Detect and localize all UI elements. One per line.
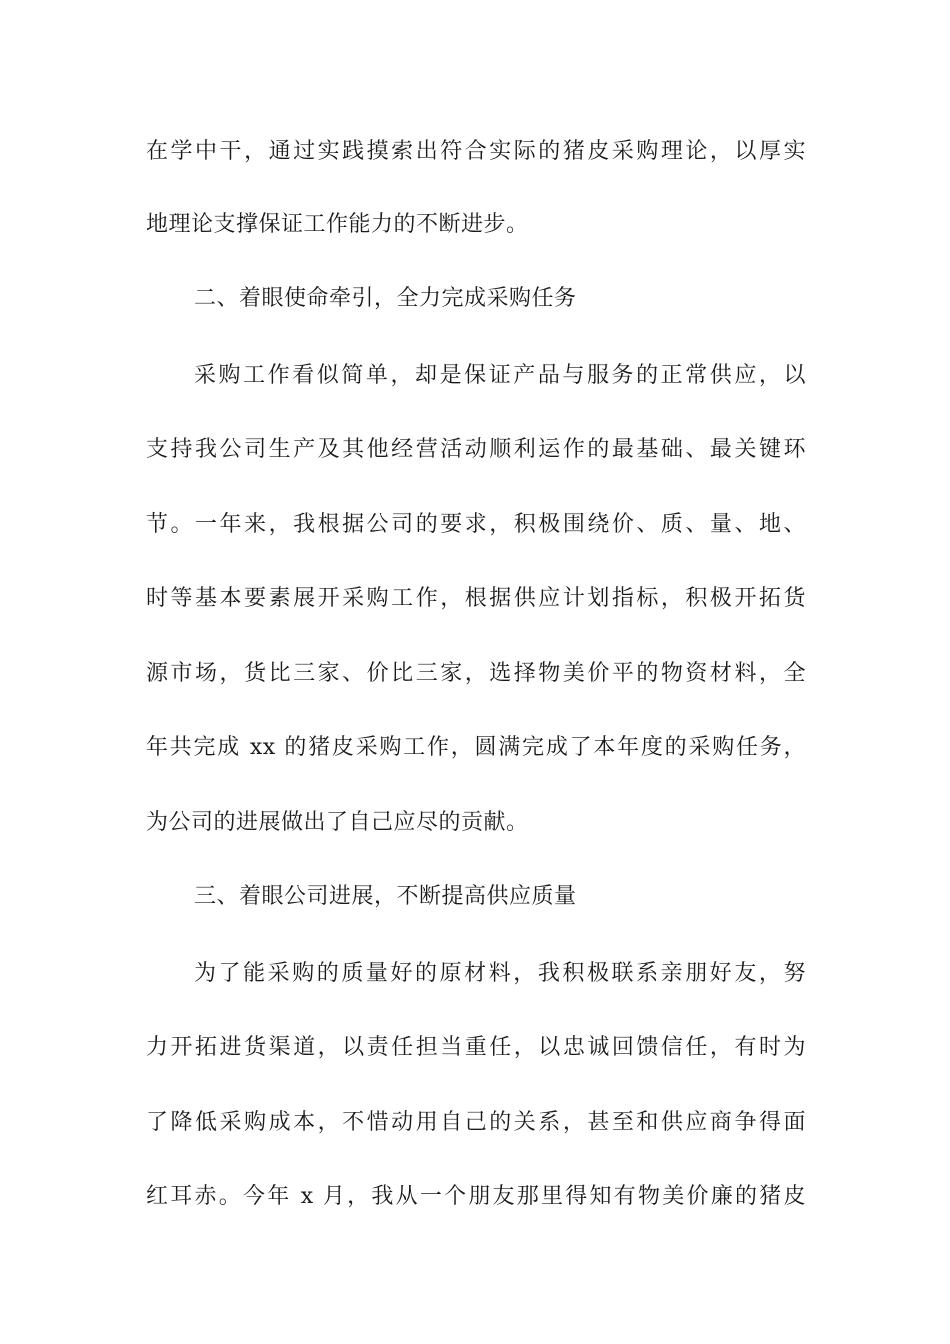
section-heading: 三、着眼公司进展，不断提高供应质量 [194, 884, 577, 909]
body-text-line: 地理论支撑保证工作能力的不断进步。 [146, 212, 529, 237]
body-text-line: 时等基本要素展开采购工作，根据供应计划指标，积极开拓货 [146, 586, 806, 611]
body-text-line: 节。一年来，我根据公司的要求，积极围绕价、质、量、地、 [146, 512, 806, 537]
body-text-line: 年共完成 xx 的猪皮采购工作，圆满完成了本年度的采购任务， [146, 735, 806, 760]
body-text-line: 采购工作看似简单，却是保证产品与服务的正常供应，以 [194, 363, 806, 388]
body-text-line: 为了能采购的质量好的原材料，我积极联系亲朋好友，努 [194, 961, 806, 986]
body-text-line: 了降低采购成本，不惜动用自己的关系，甚至和供应商争得面 [146, 1110, 806, 1135]
body-text-line: 源市场，货比三家、价比三家，选择物美价平的物资材料，全 [146, 661, 806, 686]
body-text-line: 为公司的进展做出了自己应尽的贡献。 [146, 810, 529, 835]
body-text-line: 力开拓进货渠道，以责任担当重任，以忠诚回馈信任，有时为 [146, 1035, 806, 1060]
body-text-line: 在学中干，通过实践摸索出符合实际的猪皮采购理论，以厚实 [146, 139, 806, 164]
section-heading: 二、着眼使命牵引，全力完成采购任务 [194, 286, 577, 311]
body-text-line: 红耳赤。今年 x 月，我从一个朋友那里得知有物美价廉的猪皮 [146, 1184, 806, 1209]
body-text-line: 支持我公司生产及其他经营活动顺利运作的最基础、最关键环 [146, 437, 806, 462]
